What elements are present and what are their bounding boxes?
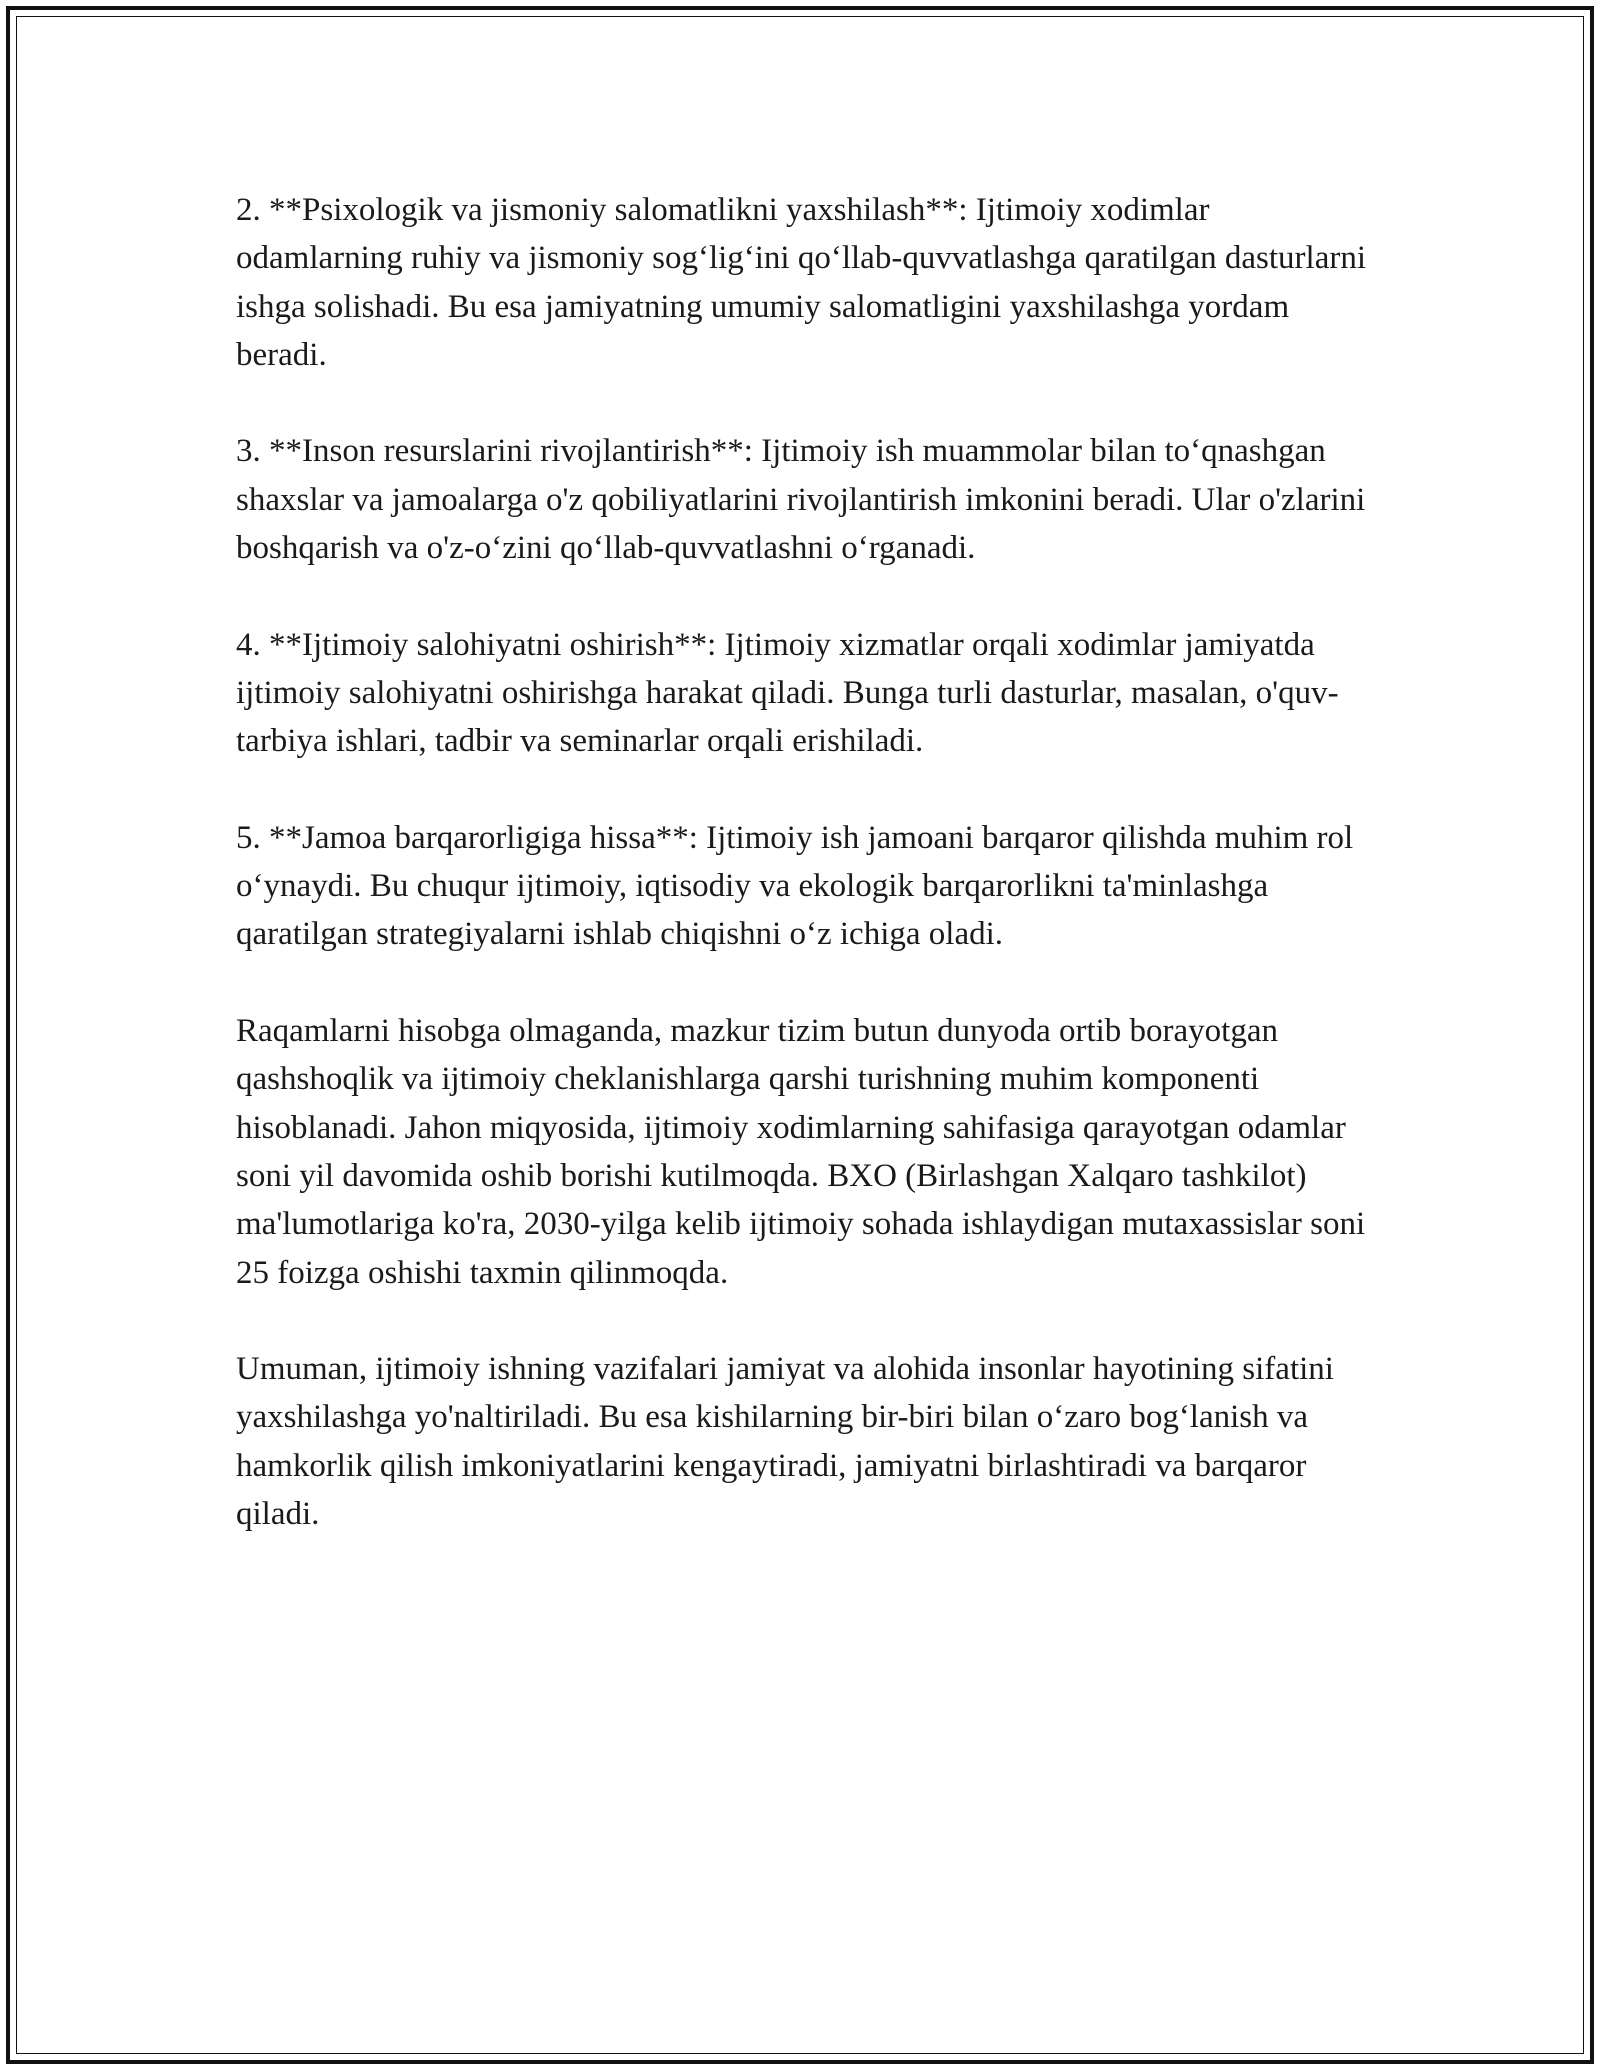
paragraph-psychological-health: 2. **Psixologik va jismoniy salomatlikni yaxshilash**: Ijtimoiy xodimlar odamlarning ruhiy va jismoniy sog‘lig‘ini qo‘llab-quvvatlashga qaratilgan dasturlarni ishga solishadi. Bu esa jamiyatning umumiy salomatligini yaxshilashga yordam beradi.	[236, 192, 1366, 373]
paragraph-human-resources: 3. **Inson resurslarini rivojlantirish**: Ijtimoiy ish muammolar bilan to‘qnashgan shaxslar va jamoalarga o'z qobiliyatlarini rivojlantirish imkonini beradi. Ular o'zlarini boshqarish va o'z-o‘zini qo‘llab-quvvatlashni o‘rganadi.	[236, 433, 1366, 567]
paragraph-social-potential: 4. **Ijtimoiy salohiyatni oshirish**: Ijtimoiy xizmatlar orqali xodimlar jamiyatda ijtimoiy salohiyatni oshirishga harakat qiladi. Bunga turli dasturlar, masalan, o'quv-tarbiya ishlari, tadbir va seminarlar orqali erishiladi.	[236, 626, 1339, 760]
paragraph-community-sustainability: 5. **Jamoa barqarorligiga hissa**: Ijtimoiy ish jamoani barqaror qilishda muhim rol o‘ynaydi. Bu chuqur ijtimoiy, iqtisodiy va ekologik barqarorlikni ta'minlashga qaratilgan strategiyalarni ishlab chiqishni o‘z ichiga oladi.	[236, 819, 1354, 953]
document-body	[236, 186, 1366, 1538]
paragraph-conclusion: Umuman, ijtimoiy ishning vazifalari jamiyat va alohida insonlar hayotining sifatini yaxshilashga yo'naltiriladi. Bu esa kishilarning bir-biri bilan o‘zaro bog‘lanish va hamkorlik qilish imkoniyatlarini kengaytiradi, jamiyatni birlashtiradi va barqaror qiladi.	[236, 1351, 1334, 1533]
paragraph-global-statistics: Raqamlarni hisobga olmaganda, mazkur tizim butun dunyoda ortib borayotgan qashshoqlik va ijtimoiy cheklanishlarga qarshi turishning muhim komponenti hisoblanadi. Jahon miqyosida, ijtimoiy xodimlarning sahifasiga qarayotgan odamlar soni yil davomida oshib borishi kutilmoqda. BXO (Birlashgan Xalqaro tashkilot) ma'lumotlariga ko'ra, 2030-yilga kelib ijtimoiy sohada ishlaydigan mutaxassislar soni 25 foizga oshishi taxmin qilinmoqda.	[236, 1013, 1366, 1291]
